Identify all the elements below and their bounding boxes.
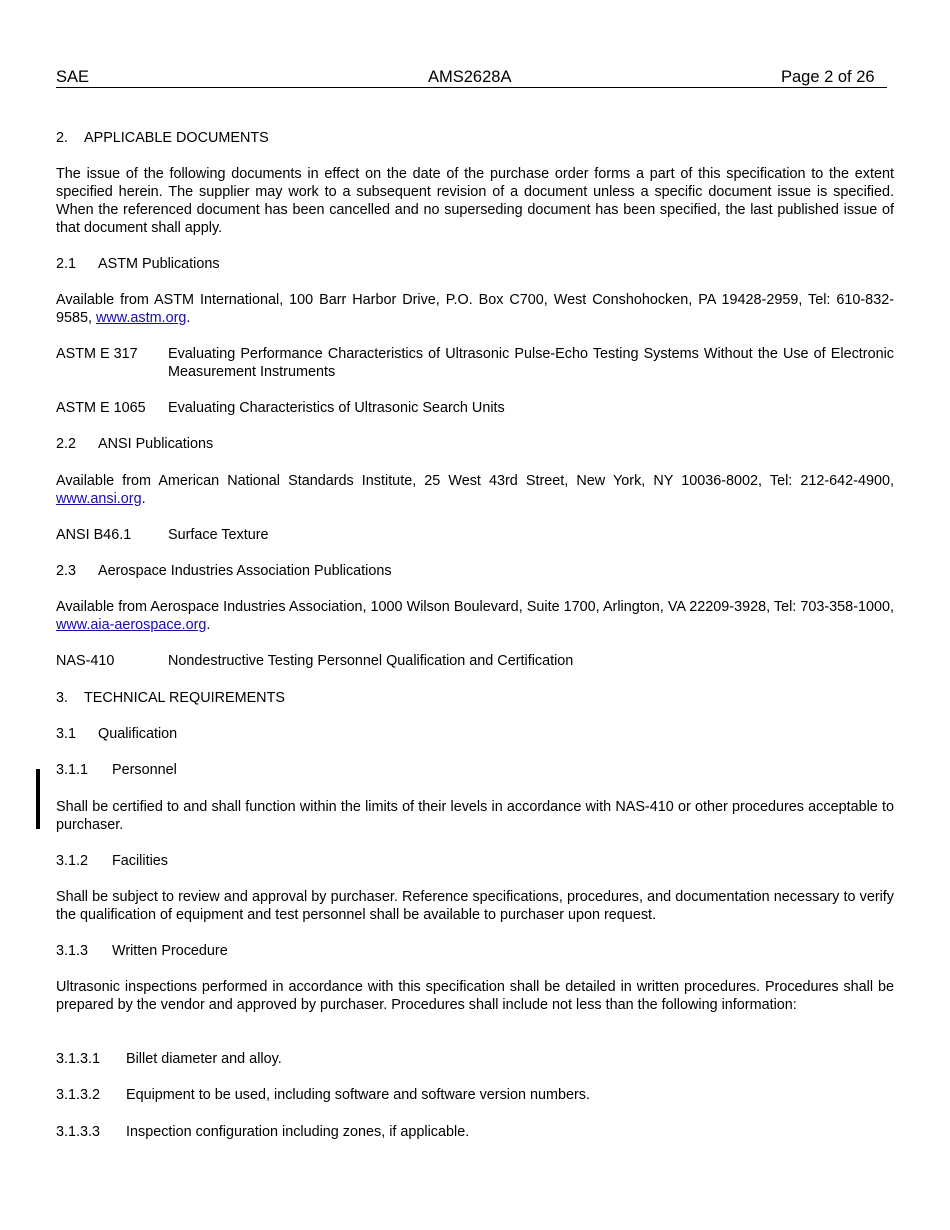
section-3-1-2-text: Shall be subject to review and approval by purchaser. Reference specifications, procedures, and documentation necessary to verify the qualification of equipment and test personnel shall be available to purchaser upon request. — [56, 889, 894, 923]
header-doc-number: AMS2628A — [428, 68, 512, 86]
section-heading-2-3: 2.3 Aerospace Industries Association Publications — [56, 563, 392, 579]
list-item-3-1-3-1: 3.1.3.1 Billet diameter and alloy. — [56, 1051, 282, 1067]
header-page-number: Page 2 of 26 — [781, 68, 875, 86]
ansi-link[interactable]: www.ansi.org — [56, 491, 142, 507]
aia-availability: Available from Aerospace Industries Association, 1000 Wilson Boulevard, Suite 1700, Arlington, VA 22209-3928, Tel: 703-358-1000, www.aia-aerospace.org. — [56, 599, 894, 633]
aia-link[interactable]: www.aia-aerospace.org — [56, 617, 207, 633]
section-heading-2-2: 2.2 ANSI Publications — [56, 436, 214, 452]
section-3-1-3-text: Ultrasonic inspections performed in accordance with this specification shall be detailed in written procedures. Procedures shall be prepared by the vendor and approved by purchaser. Procedures shall include not less than the following information: — [56, 979, 894, 1013]
section-heading-2-1: 2.1 ASTM Publications — [56, 256, 220, 272]
section-heading-2: 2. APPLICABLE DOCUMENTS — [56, 130, 269, 146]
header-rule — [56, 87, 887, 88]
section-2-intro: The issue of the following documents in effect on the date of the purchase order forms a part of this specification to the extent specified herein. The supplier may work to a subsequent revision of a document unless a specific document issue is specified. When the referenced document has been cancelled and no superseding document has been specified, the last published issue of that document shall apply. — [56, 166, 894, 236]
section-heading-3-1-3: 3.1.3 Written Procedure — [56, 943, 228, 959]
header-org: SAE — [56, 68, 90, 86]
section-heading-3: 3. TECHNICAL REQUIREMENTS — [56, 690, 285, 706]
astm-availability: Available from ASTM International, 100 Barr Harbor Drive, P.O. Box C700, West Conshohocken, PA 19428-2959, Tel: 610-832-9585, www.astm.org. — [56, 292, 894, 326]
list-item-3-1-3-3: 3.1.3.3 Inspection configuration including zones, if applicable. — [56, 1124, 470, 1140]
section-3-1-1-text: Shall be certified to and shall function within the limits of their levels in accordance with NAS-410 or other procedures acceptable to purchaser. — [56, 799, 894, 833]
section-heading-3-1-2: 3.1.2 Facilities — [56, 853, 168, 869]
astm-link[interactable]: www.astm.org — [96, 310, 187, 326]
ansi-availability: Available from American National Standards Institute, 25 West 43rd Street, New York, NY 10036-8002, Tel: 212-642-4900, www.ansi.org. — [56, 473, 894, 507]
list-item-3-1-3-2: 3.1.3.2 Equipment to be used, including software and software version numbers. — [56, 1087, 590, 1103]
section-heading-3-1-1: 3.1.1 Personnel — [56, 762, 177, 778]
section-heading-3-1: 3.1 Qualification — [56, 726, 178, 742]
document-page: SAE AMS2628A Page 2 of 26 2. APPLICABLE DOCUMENTS The issue of the following documents in effect on the date of the purchase order forms a part of this specification to the extent specified herein. The supplier may work to a subsequent revision of a document unless a specific document issue is specified. When the referenced document has been cancelled and no superseding document has been specified, the last published issue of that document shall apply. 2.1 ASTM Publications Available from ASTM International, 100 Barr Harbor Drive, P.O. Box C700, West Conshohocken, PA 19428-2959, Tel: 610-832-9585, www.astm.org. ASTM E 317 Evaluating Performance Characteristics of Ultrasonic Pulse-Echo Testing Systems Without the Use of Electronic Measurement Instruments ASTM E 1065 Evaluating Characteristics of Ultrasonic Search Units 2.2 ANSI Publications Available from American National Standards Institute, 25 West 43rd Street, New York, NY 10036-8002, Tel: 212-642-4900, www.ansi.org. ANSI B46.1 Surface Texture 2.3 Aerospace Industries Association Publications Available from Aerospace Industries Association, 1000 Wilson Boulevard, Suite 1700, Arlington, VA 22209-3928, Tel: 703-358-1000, www.aia-aerospace.org. NAS-410 Nondestructive Testing Personnel Qualification and Certification 3. TECHNICAL REQUIREMENTS 3.1 Qualification 3.1.1 Personnel Shall be certified to and shall function within the limits of their levels in accordance with NAS-410 or other procedures acceptable to purchaser. 3.1.2 Facilities Shall be subject to review and approval by purchaser. Reference specifications, procedures, and documentation necessary to verify the qualification of equipment and test personnel shall be available to purchaser upon request. 3.1.3 Written Procedure Ultrasonic inspections performed in accordance with this specification shall be detailed in written procedures. Procedures shall be prepared by the vendor and approved by purchaser. Procedures shall include not less than the following information: 3.1.3.1 Billet diameter and alloy. 3.1.3.2 Equipment to be used, including software and software version numbers. 3.1.3.3 Inspection configuration including zones, if applicable. — [0, 0, 950, 1230]
revision-change-bar — [36, 769, 40, 829]
